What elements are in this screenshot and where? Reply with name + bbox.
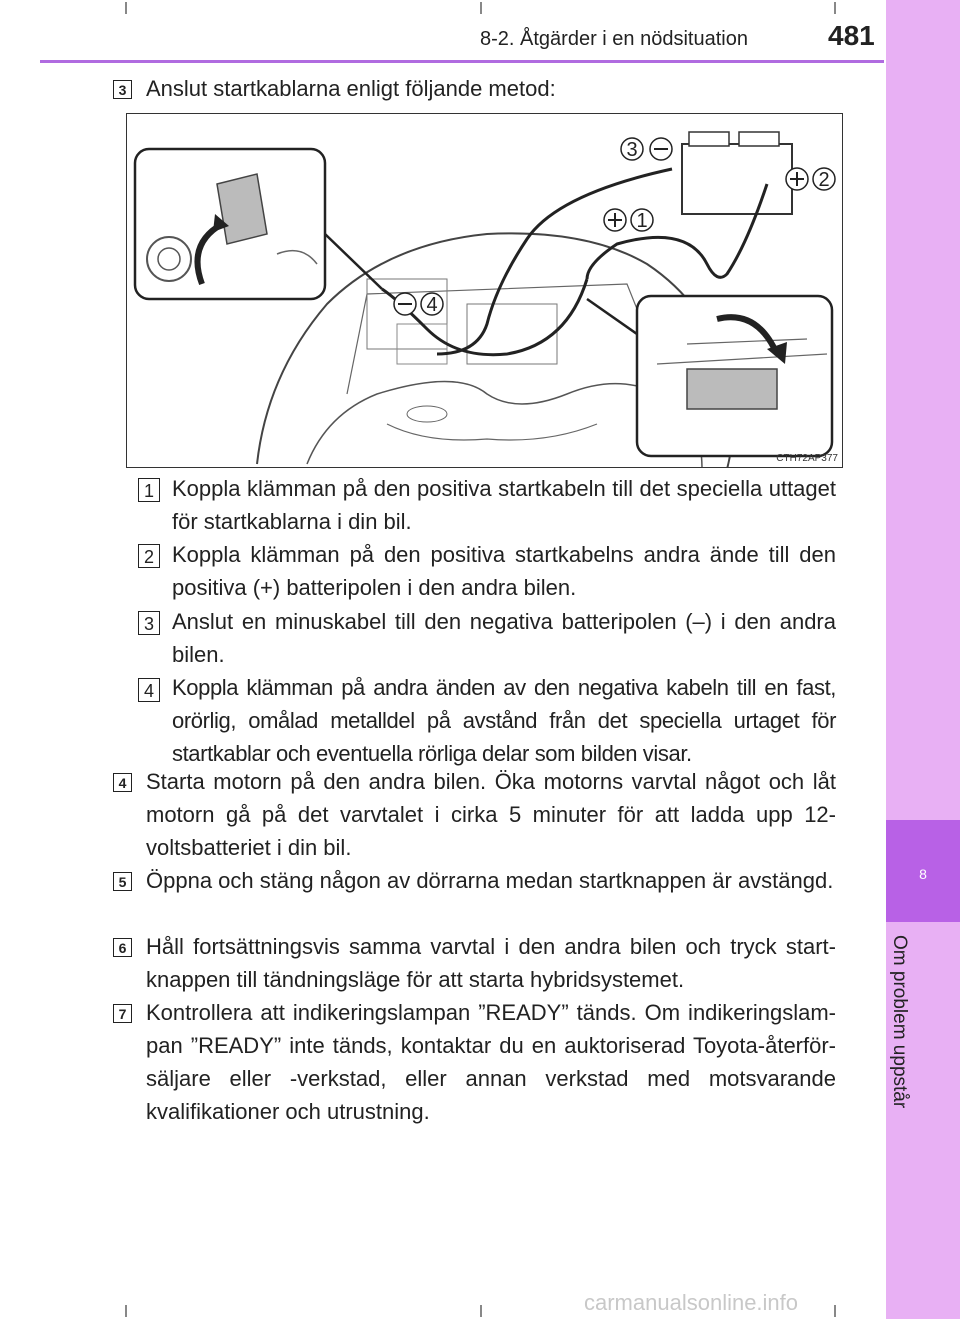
crop-mark [480,2,482,14]
step-text: Kontrollera att indikeringslampan ”READY” tänds. Om indikeringslam-pan ”READY” inte tänds, kontaktar du en auktoriserad Toyota-återför-säljare eller -verkstad, eller annan verkstad med motsvarande kvalifikationer och utrustning. [146,1000,836,1124]
substep-text: Koppla klämman på andra änden av den negativa kabeln till en fast, orörlig, omålad metalldel på avstånd från det speciella urtaget för startkablar och eventuella rörliga delar som bilden visar. [172,675,836,766]
crop-mark [834,1305,836,1317]
page-number: 481 [828,20,875,51]
substep-number: 3 [138,611,160,635]
substep-number: 4 [138,678,160,702]
substep-text: Koppla klämman på den positiva startkabelns andra ände till den positiva (+) batteripolen i den andra bilen. [172,542,836,600]
chapter-tab[interactable] [886,820,960,922]
watermark-text: carmanualsonline.info [584,1290,799,1315]
section-title: 8-2. Åtgärder i en nödsituation [480,28,748,50]
header-divider [40,60,884,63]
callout-1: 1 [636,210,648,232]
step-number-badge: 7 [113,1004,132,1023]
substep-number: 2 [138,544,160,568]
step-text: Anslut startkablarna enligt följande metod: [146,76,556,101]
substep-number: 1 [138,478,160,502]
step-text: Starta motorn på den andra bilen. Öka motorns varvtal något och låt motorn gå på det varvtalet i cirka 5 minuter för att ladda upp 12-voltsbatteriet i din bil. [146,769,836,860]
chapter-title: Om problem uppstår [889,935,910,1109]
step-text: Öppna och stäng någon av dörrarna medan startknappen är avstängd. [146,868,834,893]
crop-mark [125,1305,127,1317]
crop-mark [834,2,836,14]
step-number-badge: 5 [113,872,132,891]
step-number-badge: 6 [113,938,132,957]
callout-2: 2 [818,169,830,191]
substep-text: Koppla klämman på den positiva startkabeln till det speciella uttaget för startkablarna i din bil. [172,476,836,534]
crop-mark [480,1305,482,1317]
step-number-badge: 4 [113,773,132,792]
chapter-sidebar [886,0,960,1319]
crop-mark [125,2,127,14]
jump-start-illustration [126,113,843,468]
chapter-number: 8 [919,866,927,882]
step-text: Håll fortsättningsvis samma varvtal i den andra bilen och tryck start-knappen till tändningsläge för att starta hybridsystemet. [146,934,836,992]
step-number-badge: 3 [113,80,132,99]
engine-bay-diagram [127,114,843,468]
callout-3: 3 [626,139,638,161]
figure-code: CTH72AP377 [776,453,838,464]
callout-4: 4 [426,294,438,316]
substep-text: Anslut en minuskabel till den negativa batteripolen (–) i den andra bilen. [172,609,836,667]
